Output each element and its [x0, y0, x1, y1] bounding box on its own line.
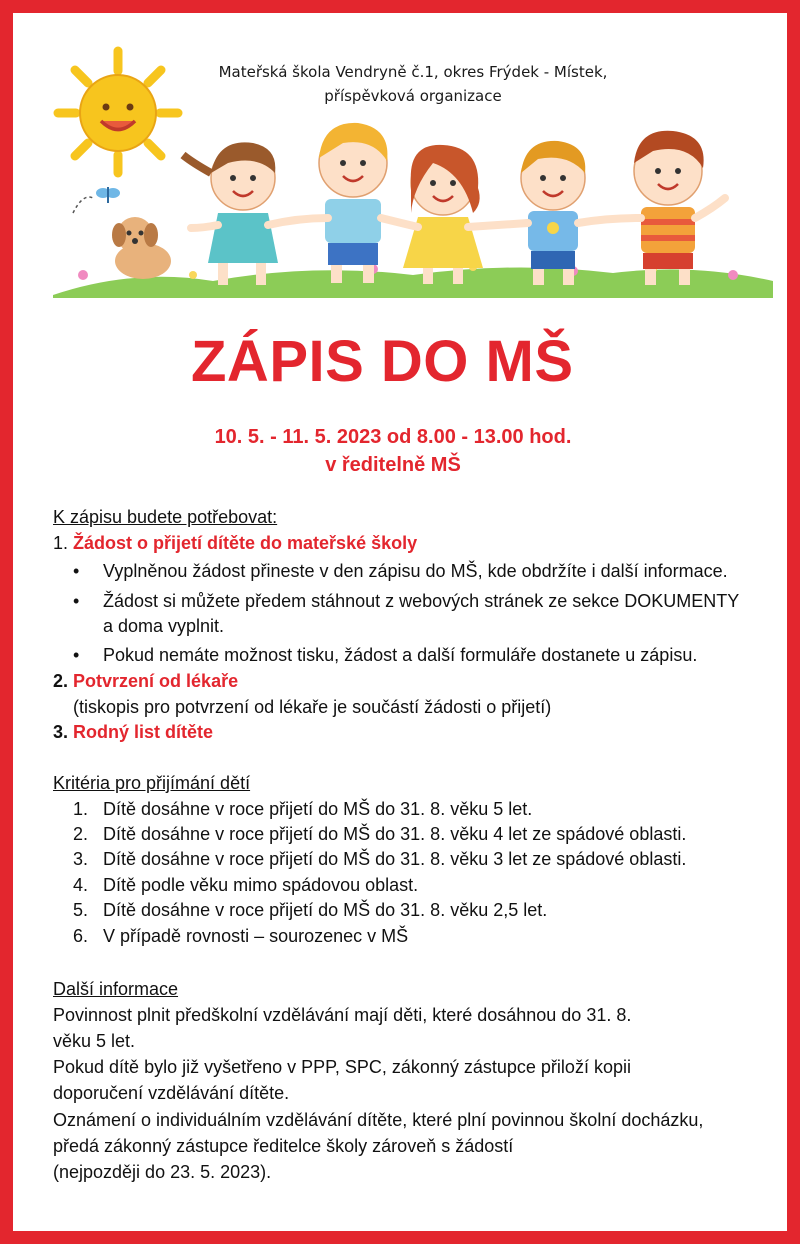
criteria-number: 5.: [73, 900, 89, 920]
butterfly-icon: [73, 187, 120, 213]
criteria-text: Dítě dosáhne v roce přijetí do MŠ do 31. 8. věku 2,5 let.: [103, 900, 548, 920]
more-info-line: předá zákonný zástupce ředitelce školy zároveň s žádostí: [53, 1136, 514, 1156]
requirement-note: (tiskopis pro potvrzení od lékaře je součástí žádosti o přijetí): [73, 697, 552, 717]
bullet-text: Žádost si můžete předem stáhnout z webových stránek ze sekce DOKUMENTY: [103, 591, 740, 611]
requirement-title: Potvrzení od lékaře: [73, 671, 239, 691]
criteria-text: Dítě dosáhne v roce přijetí do MŠ do 31. 8. věku 3 let ze spádové oblasti.: [103, 849, 687, 869]
more-info-line: Oznámení o individuálním vzdělávání dítěte, které plní povinnou školní docházku,: [53, 1110, 704, 1130]
org-name-line1: Mateřská škola Vendryně č.1, okres Frýdek - Místek,: [218, 63, 608, 81]
requirement-number: 2.: [53, 671, 69, 691]
bullet-icon: •: [73, 645, 80, 665]
requirement-number: 3.: [53, 722, 69, 742]
bullet-text-continued: a doma vyplnit.: [103, 616, 225, 636]
criteria-text: Dítě podle věku mimo spádovou oblast.: [103, 875, 419, 895]
criteria-text: Dítě dosáhne v roce přijetí do MŠ do 31. 8. věku 5 let.: [103, 799, 533, 819]
criteria-number: 6.: [73, 926, 89, 946]
criteria-heading: Kritéria pro přijímání dětí: [53, 773, 251, 793]
more-info-heading: Další informace: [53, 979, 179, 999]
requirement-item-1: [53, 533, 417, 554]
requirement-title: Žádost o přijetí dítěte do mateřské školy: [73, 533, 418, 553]
date-time-line: 10. 5. - 11. 5. 2023 od 8.00 - 13.00 hod.: [214, 426, 572, 448]
criteria-text: Dítě dosáhne v roce přijetí do MŠ do 31. 8. věku 4 let ze spádové oblasti.: [103, 824, 687, 844]
criteria-text: V případě rovnosti – sourozenec v MŠ: [103, 926, 409, 946]
requirements-heading: K zápisu budete potřebovat:: [53, 507, 278, 527]
more-info-line: (nejpozději do 23. 5. 2023).: [53, 1162, 272, 1182]
criteria-number: 3.: [73, 849, 89, 869]
more-info-line: doporučení vzdělávání dítěte.: [53, 1083, 290, 1103]
more-info-line: Povinnost plnit předškolní vzdělávání mají děti, které dosáhnou do 31. 8.: [53, 1005, 632, 1025]
page-title: ZÁPIS DO MŠ: [191, 329, 574, 394]
criteria-number: 2.: [73, 824, 89, 844]
children-group: [183, 123, 725, 285]
more-info-line: Pokud dítě bylo již vyšetřeno v PPP, SPC, zákonný zástupce přiloží kopii: [53, 1057, 631, 1077]
bullet-icon: •: [73, 591, 80, 611]
bullet-text: Vyplněnou žádost přineste v den zápisu do MŠ, kde obdržíte i další informace.: [103, 561, 728, 581]
more-info-line: věku 5 let.: [53, 1031, 136, 1051]
location-line: v ředitelně MŠ: [325, 454, 461, 476]
requirement-number: 1.: [53, 533, 69, 553]
criteria-number: 4.: [73, 875, 89, 895]
requirement-item-3: [53, 722, 213, 743]
requirement-title: Rodný list dítěte: [73, 722, 214, 742]
header-illustration: [13, 13, 800, 313]
bullet-text: Pokud nemáte možnost tisku, žádost a další formuláře dostanete u zápisu.: [103, 645, 698, 665]
criteria-number: 1.: [73, 799, 89, 819]
org-name-line2: příspěvková organizace: [324, 87, 502, 105]
bullet-icon: •: [73, 561, 80, 581]
requirement-item-2: [53, 671, 238, 692]
dog-icon: [112, 217, 171, 279]
